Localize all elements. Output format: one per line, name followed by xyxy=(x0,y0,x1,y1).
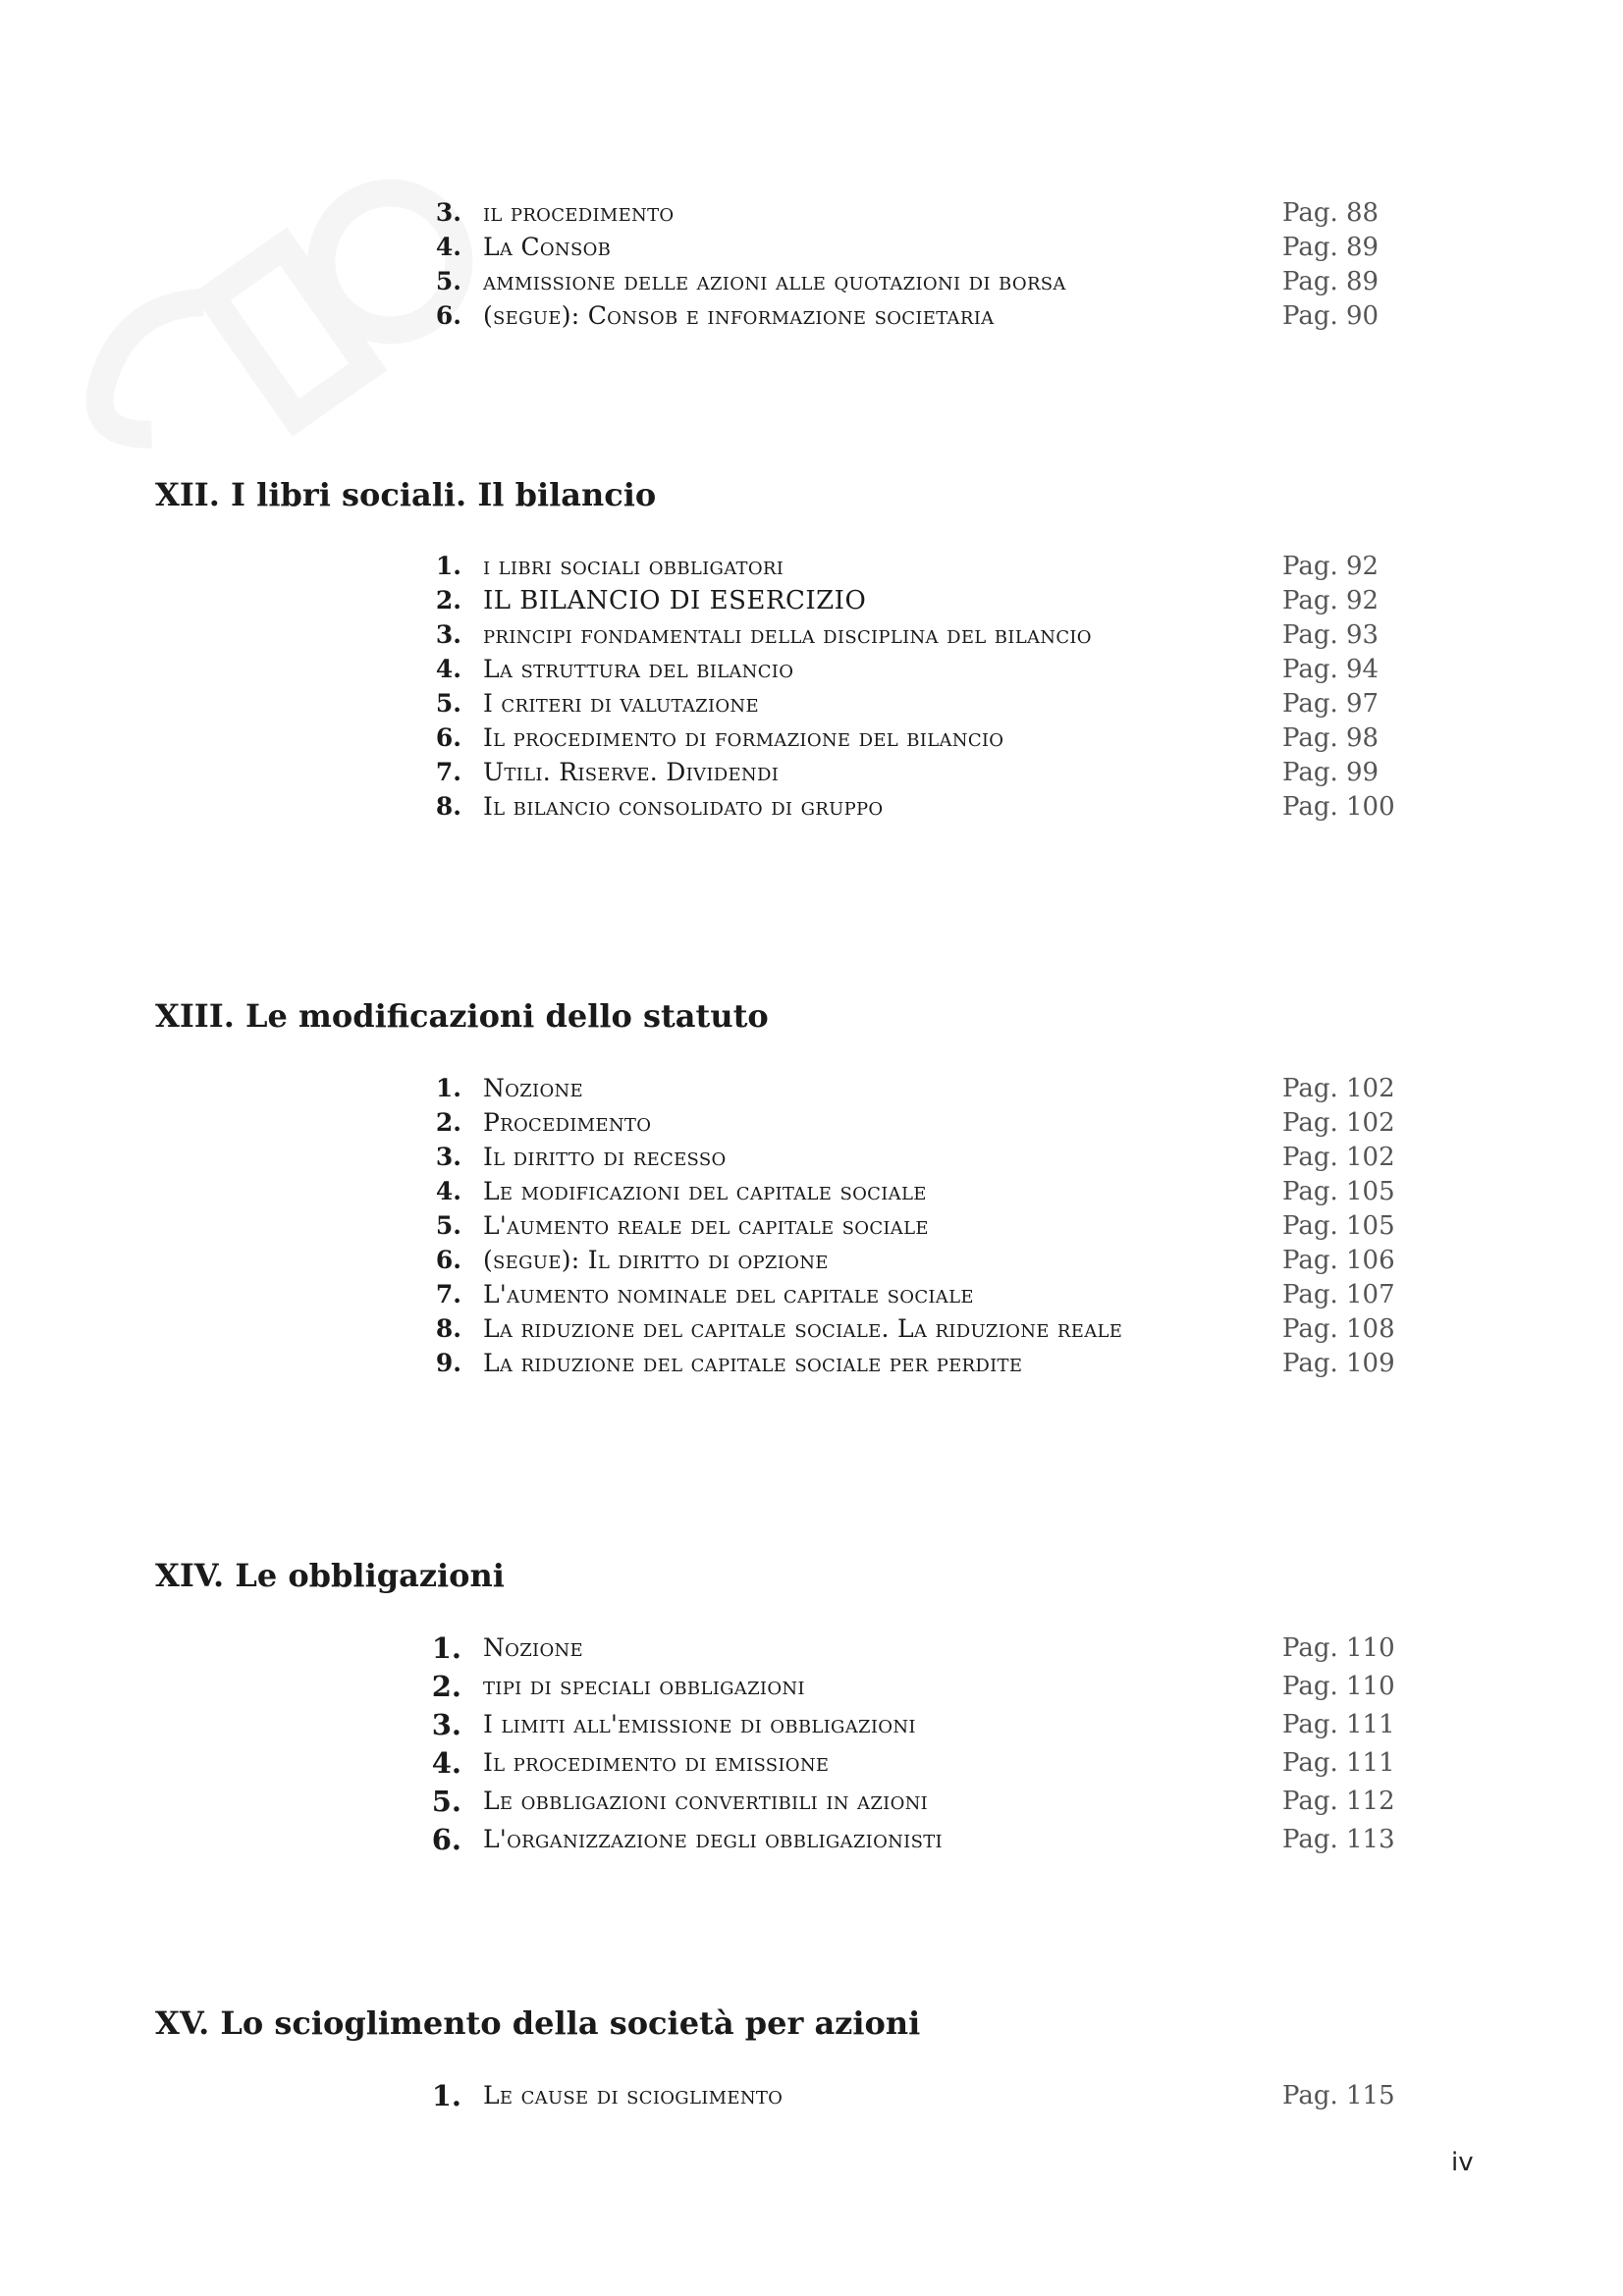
toc-entry-title: IL BILANCIO DI ESERCIZIO xyxy=(483,586,867,615)
toc-entry-title: Le cause di scioglimento xyxy=(483,2081,784,2109)
toc-entry[interactable] xyxy=(0,1708,1623,1741)
toc-entry-page: Pag. 108 xyxy=(1282,1314,1395,1344)
toc-entry-number: 3. xyxy=(431,1708,461,1741)
toc-entry[interactable] xyxy=(0,653,1623,686)
toc-entry[interactable] xyxy=(0,2079,1623,2112)
toc-entry-title: Il diritto di recesso xyxy=(483,1143,727,1171)
toc-entry[interactable] xyxy=(0,1244,1623,1277)
toc-entry-title: L'organizzazione degli obbligazionisti xyxy=(483,1825,943,1853)
toc-entry-number: 9. xyxy=(435,1349,461,1377)
toc-entry[interactable] xyxy=(0,790,1623,824)
toc-entry-number: 3. xyxy=(435,1143,461,1171)
toc-entry-title: (segue): Consob e informazione societaria xyxy=(483,301,995,330)
toc-entry-number: 8. xyxy=(435,1314,461,1343)
toc-entry-number: 2. xyxy=(435,1108,461,1137)
toc-entry-number: 4. xyxy=(431,1746,461,1780)
toc-entry-title: Nozione xyxy=(483,1633,583,1662)
toc-entry-number: 6. xyxy=(435,301,461,330)
toc-entry-title: La struttura del bilancio xyxy=(483,655,794,683)
toc-entry-number: 5. xyxy=(431,1785,461,1818)
toc-entry[interactable] xyxy=(0,1106,1623,1140)
toc-entry-title: I limiti all'emissione di obbligazioni xyxy=(483,1710,916,1738)
toc-entry[interactable] xyxy=(0,231,1623,264)
toc-entry-page: Pag. 102 xyxy=(1282,1143,1395,1172)
toc-entry[interactable] xyxy=(0,1631,1623,1665)
toc-entry-page: Pag. 105 xyxy=(1282,1211,1395,1241)
toc-entry-page: Pag. 106 xyxy=(1282,1246,1395,1275)
toc-entry-page: Pag. 105 xyxy=(1282,1177,1395,1206)
toc-entry-page: Pag. 115 xyxy=(1282,2081,1395,2110)
toc-entry-title: (segue): Il diritto di opzione xyxy=(483,1246,829,1274)
toc-entry-number: 3. xyxy=(435,198,461,227)
toc-entry[interactable] xyxy=(0,1347,1623,1380)
toc-entry-page: Pag. 89 xyxy=(1282,233,1380,262)
toc-entry[interactable] xyxy=(0,1141,1623,1174)
toc-entry[interactable] xyxy=(0,687,1623,721)
toc-entry-title: La riduzione del capitale sociale. La riduzione reale xyxy=(483,1314,1123,1343)
toc-entry-number: 2. xyxy=(431,1670,461,1703)
toc-entry-title: Le obbligazioni convertibili in azioni xyxy=(483,1787,929,1815)
toc-entry-title: Utili. Riserve. Dividendi xyxy=(483,758,780,786)
toc-entry[interactable] xyxy=(0,299,1623,333)
toc-entry-page: Pag. 93 xyxy=(1282,620,1380,650)
toc-entry-number: 4. xyxy=(435,233,461,261)
toc-entry[interactable] xyxy=(0,1312,1623,1346)
chapter-heading: XII. I libri sociali. Il bilancio xyxy=(155,476,657,513)
toc-entry-number: 6. xyxy=(431,1823,461,1856)
toc-entry-number: 5. xyxy=(435,689,461,718)
toc-entry-number: 3. xyxy=(435,620,461,649)
toc-entry-number: 2. xyxy=(435,586,461,614)
toc-entry-number: 5. xyxy=(435,267,461,295)
toc-entry-page: Pag. 111 xyxy=(1282,1710,1395,1739)
chapter-heading: XV. Lo scioglimento della società per azioni xyxy=(155,2004,921,2042)
toc-entry[interactable] xyxy=(0,1209,1623,1243)
toc-entry-number: 1. xyxy=(435,552,461,580)
toc-entry[interactable] xyxy=(0,584,1623,617)
toc-entry-number: 6. xyxy=(435,1246,461,1274)
toc-entry-page: Pag. 102 xyxy=(1282,1074,1395,1103)
toc-entry-title: Il bilancio consolidato di gruppo xyxy=(483,792,884,821)
toc-entry-number: 1. xyxy=(435,1074,461,1102)
toc-entry-title: I criteri di valutazione xyxy=(483,689,759,718)
toc-entry-title: principi fondamentali della disciplina del bilancio xyxy=(483,620,1092,649)
toc-entry-page: Pag. 107 xyxy=(1282,1280,1395,1309)
toc-entry-number: 1. xyxy=(431,1631,461,1665)
toc-entry-number: 7. xyxy=(435,758,461,786)
toc-entry[interactable] xyxy=(0,1175,1623,1208)
toc-entry-title: Nozione xyxy=(483,1074,583,1102)
toc-entry-page: Pag. 92 xyxy=(1282,552,1380,581)
toc-entry-number: 7. xyxy=(435,1280,461,1308)
toc-entry-page: Pag. 112 xyxy=(1282,1787,1395,1816)
chapter-heading: XIII. Le modificazioni dello statuto xyxy=(155,997,769,1035)
toc-entry-number: 4. xyxy=(435,655,461,683)
toc-entry[interactable] xyxy=(0,1823,1623,1856)
toc-entry-title: il procedimento xyxy=(483,198,675,227)
toc-entry-page: Pag. 97 xyxy=(1282,689,1380,719)
toc-entry-page: Pag. 113 xyxy=(1282,1825,1395,1854)
toc-entry[interactable] xyxy=(0,265,1623,298)
toc-entry[interactable] xyxy=(0,1278,1623,1311)
toc-entry-number: 4. xyxy=(435,1177,461,1205)
toc-entry[interactable] xyxy=(0,196,1623,230)
toc-entry[interactable] xyxy=(0,618,1623,652)
chapter-heading: XIV. Le obbligazioni xyxy=(155,1557,505,1594)
toc-entry-page: Pag. 99 xyxy=(1282,758,1380,787)
toc-entry-title: Il procedimento di formazione del bilancio xyxy=(483,723,1004,752)
toc-entry[interactable] xyxy=(0,721,1623,755)
toc-entry[interactable] xyxy=(0,1670,1623,1703)
toc-entry-title: La riduzione del capitale sociale per perdite xyxy=(483,1349,1023,1377)
toc-entry-title: L'aumento reale del capitale sociale xyxy=(483,1211,929,1240)
toc-entry-title: i libri sociali obbligatori xyxy=(483,552,784,580)
toc-entry-page: Pag. 92 xyxy=(1282,586,1380,615)
toc-entry-title: Le modificazioni del capitale sociale xyxy=(483,1177,927,1205)
toc-entry-title: L'aumento nominale del capitale sociale xyxy=(483,1280,974,1308)
toc-entry-title: Il procedimento di emissione xyxy=(483,1748,830,1777)
toc-entry-page: Pag. 111 xyxy=(1282,1748,1395,1778)
toc-entry-page: Pag. 88 xyxy=(1282,198,1380,228)
toc-entry-page: Pag. 109 xyxy=(1282,1349,1395,1378)
toc-entry-title: Procedimento xyxy=(483,1108,652,1137)
page-number: iv xyxy=(1451,2148,1474,2177)
toc-entry-page: Pag. 98 xyxy=(1282,723,1380,753)
toc-entry-page: Pag. 100 xyxy=(1282,792,1395,822)
toc-entry-page: Pag. 110 xyxy=(1282,1633,1395,1663)
toc-entry[interactable] xyxy=(0,550,1623,583)
toc-entry-page: Pag. 89 xyxy=(1282,267,1380,296)
toc-entry[interactable] xyxy=(0,1746,1623,1780)
toc-entry[interactable] xyxy=(0,756,1623,789)
toc-entry-number: 5. xyxy=(435,1211,461,1240)
toc-entry-page: Pag. 90 xyxy=(1282,301,1380,331)
toc-entry-number: 8. xyxy=(435,792,461,821)
toc-entry-page: Pag. 102 xyxy=(1282,1108,1395,1138)
toc-entry-page: Pag. 110 xyxy=(1282,1672,1395,1701)
toc-entry-title: La Consob xyxy=(483,233,612,261)
toc-entry-title: tipi di speciali obbligazioni xyxy=(483,1672,805,1700)
toc-entry-number: 6. xyxy=(435,723,461,752)
toc-entry[interactable] xyxy=(0,1072,1623,1105)
toc-entry-number: 1. xyxy=(431,2079,461,2112)
toc-entry-title: ammissione delle azioni alle quotazioni di borsa xyxy=(483,267,1066,295)
toc-entry[interactable] xyxy=(0,1785,1623,1818)
toc-entry-page: Pag. 94 xyxy=(1282,655,1380,684)
